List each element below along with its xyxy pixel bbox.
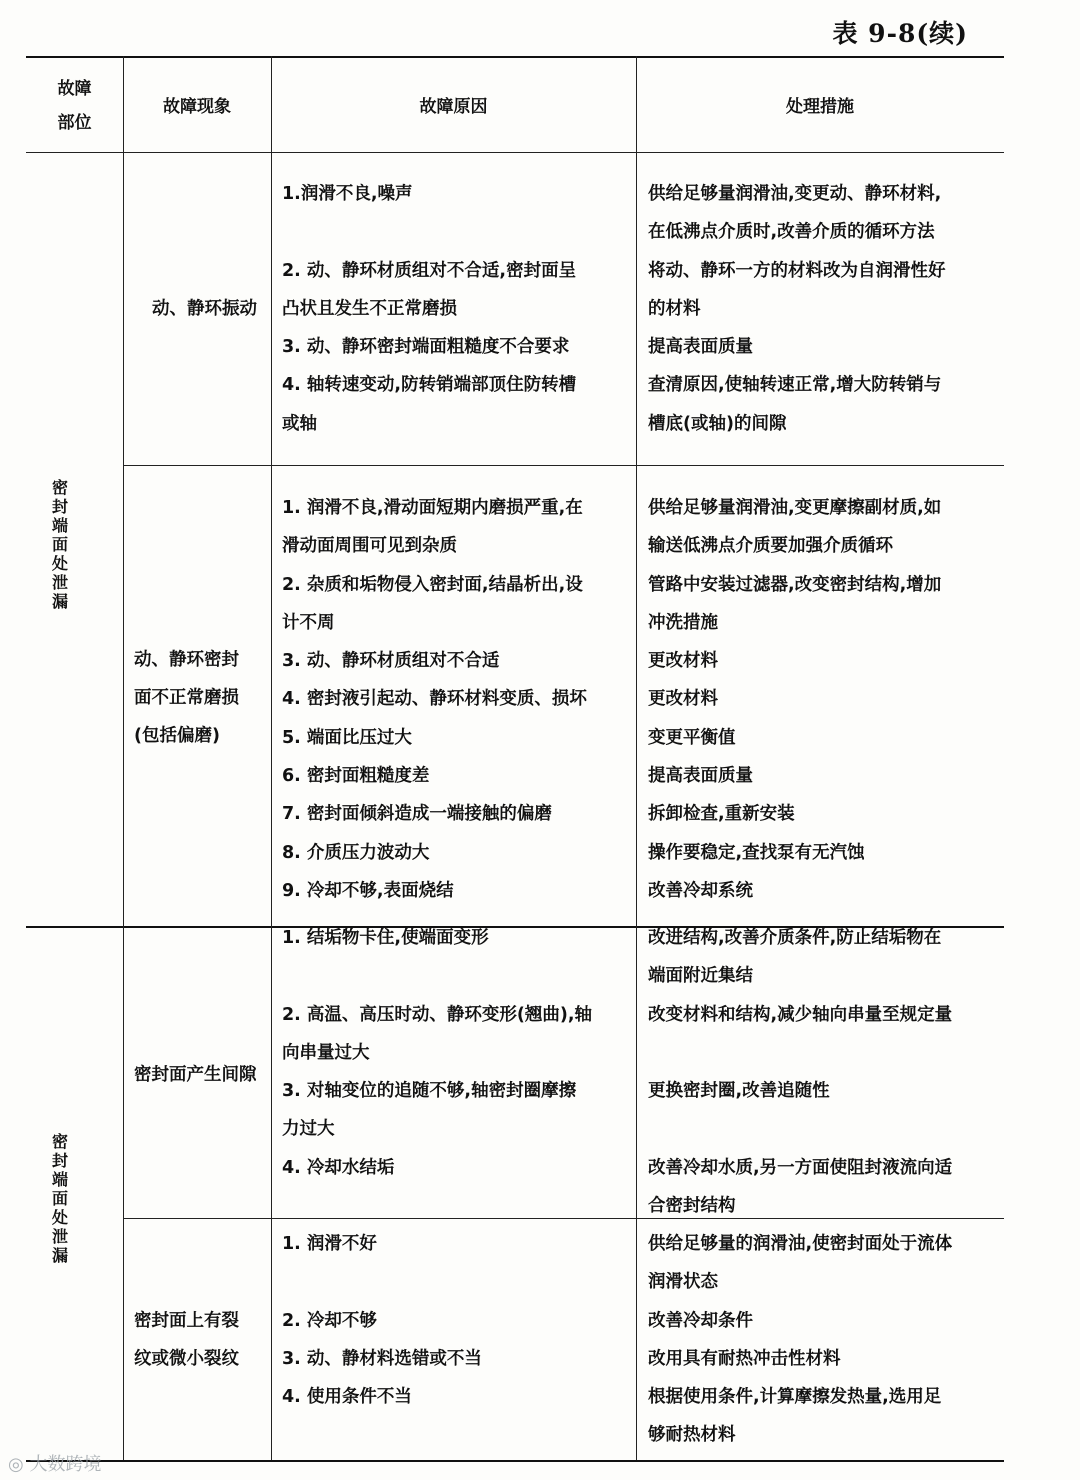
watermark-logo-icon: ◎: [8, 1454, 24, 1475]
fault-symptom: [134, 641, 239, 755]
measure-line: 在低沸点介质时,改善介质的循环方法: [648, 222, 935, 243]
cause-line: 2. 动、静环材质组对不合适,密封面呈: [282, 260, 577, 281]
measure-line: 更换密封圈,改善追随性: [648, 1081, 830, 1102]
measure-line: 供给足够量润滑油,变更摩擦副材质,如: [648, 498, 942, 518]
cause-line: 3. 对轴变位的追随不够,轴密封圈摩擦: [282, 1081, 577, 1102]
cause-line: 3. 动、静环材质组对不合适: [282, 651, 500, 672]
cause-line: [282, 213, 576, 251]
table-bottom-rule: [26, 1460, 1004, 1462]
header-cause: 故障原因: [419, 97, 488, 117]
cause-line: 4. 冷却水结垢: [282, 1157, 395, 1178]
measure-line: 变更平衡值: [648, 727, 736, 748]
cause-line: 凸状且发生不正常磨损: [282, 298, 457, 319]
measure-line: 将动、静环一方的材料改为自润滑性好: [648, 260, 946, 281]
measure-line: 提高表面质量: [648, 337, 753, 358]
cause-line: 5. 端面比压过大: [282, 727, 412, 748]
measure-line: 冲洗措施: [648, 612, 718, 633]
measure-line: 供给足够量的润滑油,使密封面处于流体: [648, 1234, 953, 1254]
header-measure: 处理措施: [786, 97, 854, 117]
cause-line: 计不周: [282, 612, 335, 633]
fault-symptom: [134, 1302, 239, 1378]
measure-line: 管路中安装过滤器,改变密封结构,增加: [648, 574, 942, 595]
header-location-line: 部位: [57, 113, 92, 133]
measure-line: 改善冷却水质,另一方面使阻封液流向适: [648, 1157, 953, 1178]
fault-cause: [282, 1225, 482, 1455]
cause-line: 1.润滑不良,噪声: [282, 184, 413, 204]
measure-line: 更改材料: [648, 651, 718, 672]
symptom-line: 动、静环密封: [134, 650, 239, 670]
measure-line: 够耐热材料: [648, 1425, 736, 1446]
cause-line: 向串量过大: [282, 1042, 370, 1063]
column-divider: [636, 56, 637, 1460]
cause-line: 2. 高温、高压时动、静环变形(翘曲),轴: [282, 1004, 593, 1025]
fault-location: 密 封 端 面 处 泄 漏: [51, 1132, 68, 1265]
cause-line: 6. 密封面粗糙度差: [282, 766, 430, 787]
measure-line: [648, 1110, 952, 1148]
cause-line: 3. 动、静环密封端面粗糙度不合要求: [282, 337, 570, 358]
measure-line: 操作要稳定,查找泵有无汽蚀: [648, 842, 865, 863]
measure-line: 改善冷却系统: [648, 880, 753, 901]
cause-line: 9. 冷却不够,表面烧结: [282, 880, 454, 901]
measure-line: 润滑状态: [648, 1272, 718, 1293]
fault-symptom: [134, 1056, 257, 1094]
measure-line: 输送低沸点介质要加强介质循环: [648, 536, 893, 557]
header-symptom: 故障现象: [163, 97, 231, 117]
fix-measure: [648, 919, 952, 1225]
fix-measure: [648, 489, 941, 910]
watermark-text: 大数跨境: [29, 1454, 102, 1475]
measure-line: 提高表面质量: [648, 766, 753, 787]
cause-line: 7. 密封面倾斜造成一端接触的偏磨: [282, 804, 552, 825]
cause-line: 4. 使用条件不当: [282, 1387, 412, 1408]
measure-line: 供给足够量润滑油,变更动、静环材料,: [648, 184, 942, 204]
cause-line: [282, 1187, 592, 1225]
measure-line: 查清原因,使轴转速正常,增大防转销与: [648, 375, 942, 396]
symptom-line: (包括偏磨): [134, 726, 220, 746]
measure-line: 改进结构,改善介质条件,防止结垢物在: [648, 928, 942, 948]
cause-line: [282, 1416, 482, 1454]
column-divider: [123, 56, 124, 1460]
header-bottom-rule: [26, 152, 1004, 153]
fault-symptom: [152, 290, 257, 328]
measure-line: 改用具有耐热冲击性材料: [648, 1348, 841, 1369]
measure-line: 根据使用条件,计算摩擦发热量,选用足: [648, 1387, 942, 1408]
cause-line: 滑动面周围可见到杂质: [282, 536, 457, 557]
table-title: 表 9-8(续): [832, 19, 968, 48]
cause-line: 1. 结垢物卡住,使端面变形: [282, 928, 489, 948]
column-divider: [271, 56, 272, 1460]
fault-location: 密 封 端 面 处 泄 漏: [51, 478, 68, 611]
symptom-line: 动、静环振动: [152, 299, 257, 319]
fix-measure: [648, 175, 946, 443]
measure-line: 改变材料和结构,减少轴向串量至规定量: [648, 1004, 953, 1025]
measure-line: 槽底(或轴)的间隙: [648, 413, 787, 434]
watermark: [8, 1450, 101, 1476]
cause-line: 1. 润滑不好: [282, 1234, 377, 1254]
fault-cause: [282, 919, 592, 1225]
cause-line: [282, 957, 592, 995]
fault-cause: [282, 175, 576, 443]
row-divider: [123, 465, 1004, 466]
cause-line: 4. 密封液引起动、静环材料变质、损坏: [282, 689, 587, 710]
measure-line: 改善冷却条件: [648, 1310, 753, 1331]
measure-line: 的材料: [648, 298, 701, 319]
cause-line: 2. 杂质和垢物侵入密封面,结晶析出,设: [282, 574, 583, 595]
symptom-line: 密封面上有裂: [134, 1311, 239, 1331]
cause-line: 力过大: [282, 1119, 335, 1140]
measure-line: [648, 1034, 952, 1072]
cause-line: [282, 1263, 482, 1301]
table-top-rule: [26, 56, 1004, 58]
measure-line: 合密封结构: [648, 1196, 736, 1217]
fix-measure: [648, 1225, 952, 1455]
cause-line: 3. 动、静材料选错或不当: [282, 1348, 482, 1369]
symptom-line: 面不正常磨损: [134, 688, 239, 708]
cause-line: 4. 轴转速变动,防转销端部顶住防转槽: [282, 375, 577, 396]
measure-line: 拆卸检查,重新安装: [648, 804, 795, 825]
symptom-line: 纹或微小裂纹: [134, 1349, 239, 1369]
header-location-line: 故障: [57, 79, 92, 99]
measure-line: 更改材料: [648, 689, 718, 710]
cause-line: 8. 介质压力波动大: [282, 842, 430, 863]
measure-line: 端面附近集结: [648, 966, 753, 987]
header-location: [26, 72, 123, 140]
cause-line: 1. 润滑不良,滑动面短期内磨损严重,在: [282, 498, 583, 518]
cause-line: 2. 冷却不够: [282, 1310, 377, 1331]
fault-cause: [282, 489, 587, 910]
cause-line: 或轴: [282, 413, 317, 434]
symptom-line: 密封面产生间隙: [134, 1065, 257, 1085]
